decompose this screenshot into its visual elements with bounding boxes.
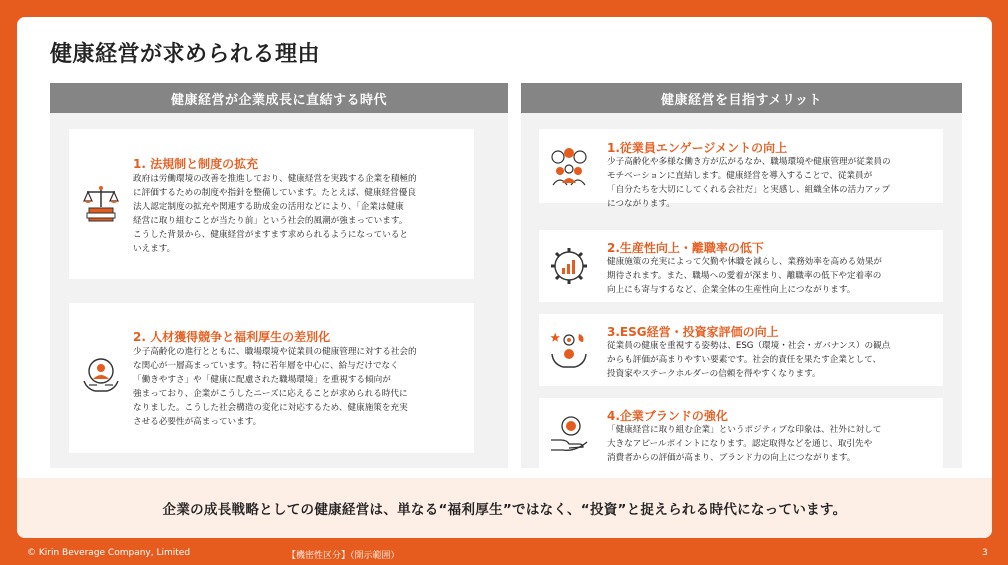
- esg-hands-icon: [549, 330, 589, 370]
- left-card-1: [69, 129, 474, 279]
- right-card-1-heading: 1.従業員エンゲージメントの向上: [607, 141, 788, 155]
- slide: [17, 17, 992, 538]
- person-hands-icon: [81, 355, 121, 395]
- left-card-2-heading: 2. 人材獲得競争と福利厚生の差別化: [133, 330, 331, 344]
- right-card-1-body: 少子高齢化や多様な働き方が広がるなか、職場環境や健康管理が従業員の モチベーションに直結します。健康経営を導入することで、従業員が 「自分たちを大切にしてくれる会社だ」と実感し、組織全体の活力アップ につながります。: [607, 157, 891, 209]
- right-card-3-heading: 3.ESG経営・投資家評価の向上: [607, 325, 779, 339]
- right-card-3: [539, 314, 943, 386]
- left-card-2: [69, 303, 474, 453]
- page-title: 健康経営が求められる理由: [50, 42, 321, 67]
- scales-book-icon: [81, 183, 121, 223]
- right-column-panel: [521, 113, 962, 468]
- right-card-4-heading: 4.企業ブランドの強化: [607, 409, 728, 423]
- left-card-1-heading: 1. 法規制と制度の拡充: [133, 157, 259, 171]
- left-column-panel: [50, 113, 508, 468]
- footer-classification: 【機密性区分】（開示範囲）: [287, 551, 400, 561]
- left-card-2-body: 少子高齢化の進行とともに、職場環境や従業員の健康管理に対する社会的 な関心が一層高まっています。特に若年層を中心に、給与だけでなく 「働きやすさ」や「健康に配慮された職場環境」を重視する傾向が 強まっており、企業がこうしたニーズに応えることが求められる時代に なりました。こうした社会構造の変化に対応するため、健康施策を充実 させる必要性が高まっています。: [133, 347, 417, 427]
- right-card-1: [539, 129, 943, 209]
- right-card-4-body: 「健康経営に取り組む企業」というポジティブな印象は、社外に対して 大きなアピールポイントになります。認定取得などを通じ、取引先や 消費者からの評価が高まり、ブランド力の向上につながります。: [607, 425, 882, 463]
- right-card-3-body: 従業員の健康を重視する姿勢は、ESG（環境・社会・ガバナンス）の観点 からも評価が高まりやすい要素です。社会的責任を果たす企業として、 投資家やステークホルダーの信頼を得やすくなります。: [607, 341, 891, 379]
- footer-copyright: © Kirin Beverage Company, Limited: [27, 548, 191, 558]
- right-card-2: [539, 230, 943, 302]
- right-card-2-body: 健康施策の充実によって欠勤や休職を減らし、業務効率を高める効果が 期待されます。また、職場への愛着が深まり、離職率の低下や定着率の 向上にも寄与するなど、企業全体の生産性向上につながります。: [607, 257, 883, 295]
- brand-medal-hand-icon: [549, 414, 589, 454]
- right-card-2-heading: 2.生産性向上・離職率の低下: [607, 241, 764, 255]
- right-card-4: [539, 398, 943, 470]
- bottom-message-band: [17, 478, 992, 538]
- footer-page-number: 3: [982, 548, 988, 558]
- gear-chart-icon: [549, 246, 589, 286]
- left-card-1-body: 政府は労働環境の改善を推進しており、健康経営を実践する企業を積極的 に評価するための制度や指針を整備しています。たとえば、健康経営優良 法人認定制度の拡充や関連する助成金の活用などにより、「企業は健康 経営に取り組むことが当たり前」という社会的風潮が強まっています。 こうした背景から、健康経営がますます求められるようになっていると いえます。: [133, 174, 417, 254]
- team-engagement-icon: [549, 147, 589, 187]
- left-column-header: 健康経営が企業成長に直結する時代: [50, 83, 508, 113]
- bottom-message: 企業の成長戦略としての健康経営は、単なる“福利厚生”ではなく、“投資”と捉えられる時代になっています。: [162, 502, 847, 518]
- right-column-header: 健康経営を目指すメリット: [521, 83, 962, 113]
